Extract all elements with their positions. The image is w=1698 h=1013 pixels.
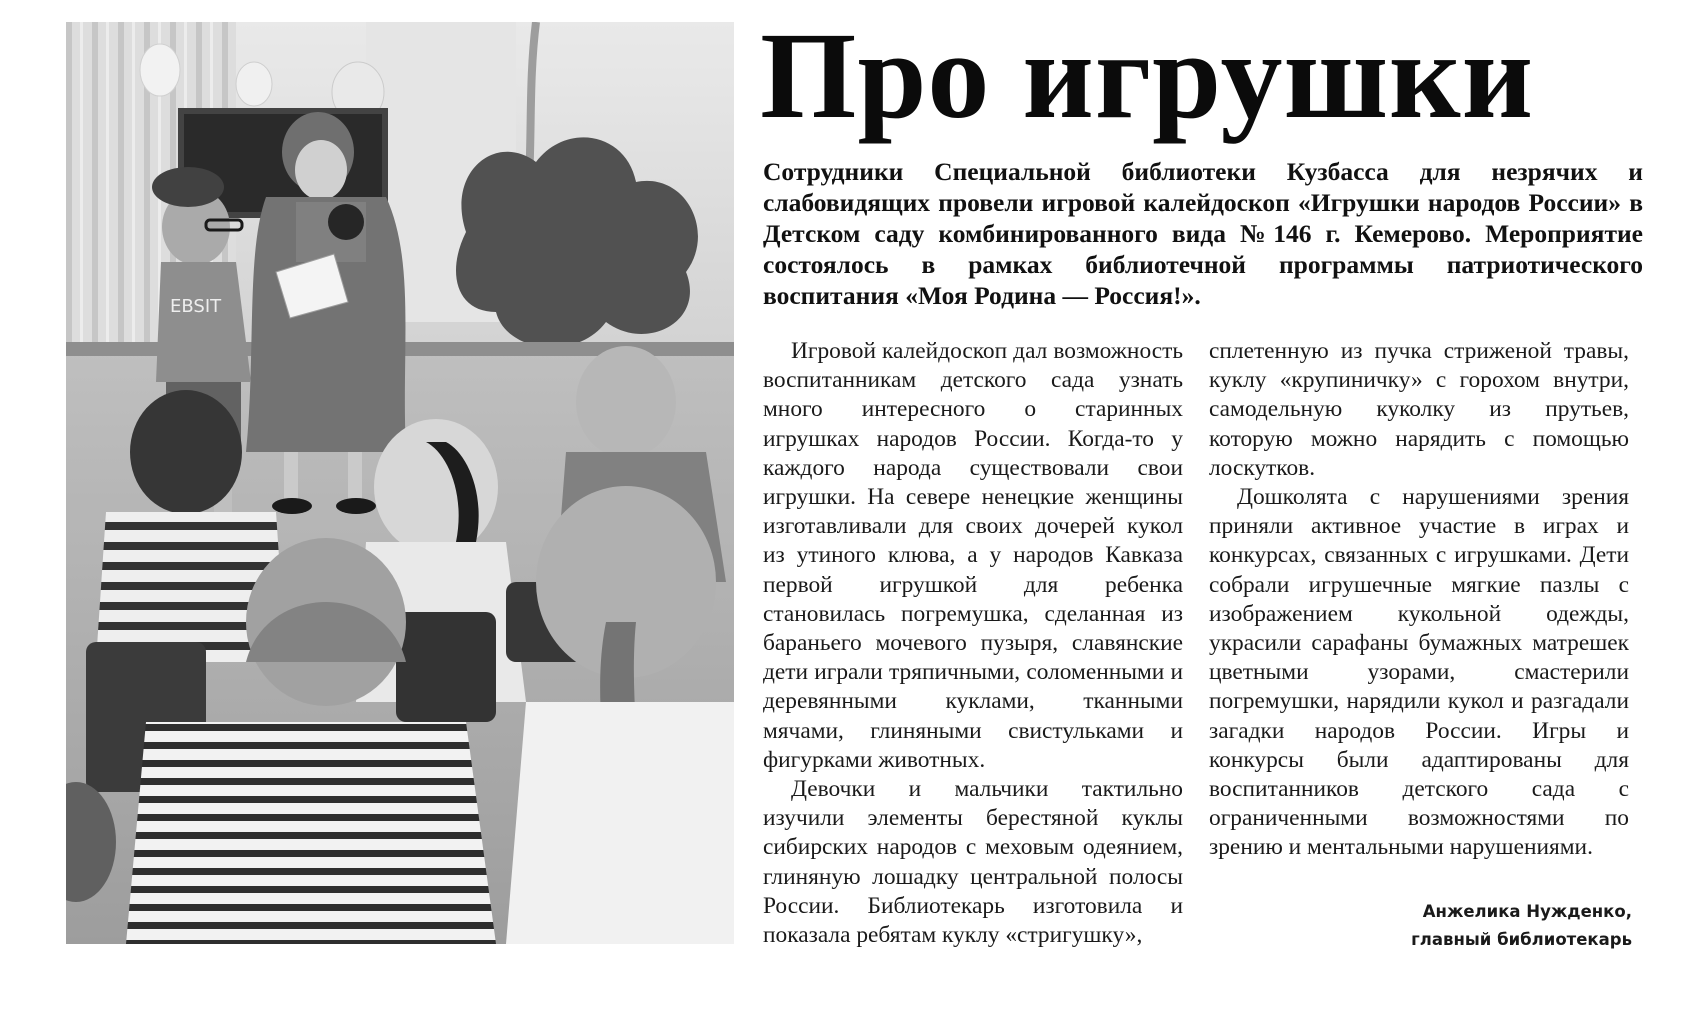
photo-illustration bbox=[66, 22, 734, 944]
paragraph-continuation: сплетенную из пучка стриженой травы, куклу «крупиничку» с горохом внутри, самодельную куколку из прутьев, которую можно нарядить с помощью лоскутков. bbox=[1209, 338, 1629, 481]
paragraph: Дошколята с нарушениями зрения приняли активное участие в играх и конкурсах, связанных с игрушками. Дети собрали игрушечные мягкие пазлы с изображением кукольной одежды, украсили сарафаны бумажных матрешек цветными узорами, смастерили погремушки, нарядили кукол и разгадали загадки народов России. Игры и конкурсы были адаптированы для воспитанников детского сада с ограниченными возможностями по зрению и ментальными нарушениями. bbox=[1209, 484, 1629, 861]
author-signature bbox=[1411, 898, 1632, 954]
article-photo bbox=[66, 22, 734, 944]
paragraph: Игровой калейдоскоп дал возможность воспитанникам детского сада узнать много интересного о старинных игрушках народов России. Когда-то у каждого народа существовали свои игрушки. На севере ненецкие женщины изготавливали для своих дочерей кукол из утиного клюва, а у народов Кавказа первой игрушкой для ребенка становилась погремушка, сделанная из бараньего мочевого пузыря, славянские дети играли тряпичными, соломенными и деревянными куклами, тканными мячами, глиняными свистульками и фигурками животных. bbox=[763, 338, 1183, 773]
article-column-right bbox=[1209, 337, 1629, 863]
paragraph: Девочки и мальчики тактильно изучили элементы берестяной куклы сибирских народов с меховым одеянием, глиняную лошадку центральной полосы России. Библиотекарь изготовила и показала ребятам куклу «стригушку», bbox=[763, 776, 1183, 949]
article-column-left bbox=[763, 337, 1183, 950]
svg-text:EBSIT: EBSIT bbox=[170, 296, 222, 317]
author-name: Анжелика Нужденко, bbox=[1422, 902, 1632, 921]
article-headline: Про игрушки bbox=[760, 7, 1535, 144]
author-role: главный библиотекарь bbox=[1411, 930, 1632, 949]
article-lead: Сотрудники Специальной библиотеки Кузбасса для незрячих и слабовидящих провели игровой калейдоскоп «Игрушки народов России» в Детском саду комбинированного вида №146 г. Кемерово. Мероприятие состоялось в рамках библиотечной программы патриотического воспитания «Моя Родина — Россия!». bbox=[763, 157, 1643, 310]
